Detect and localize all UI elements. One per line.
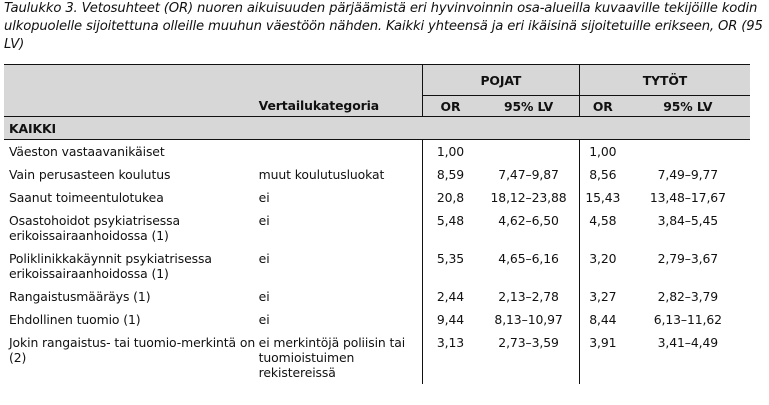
row-comparison: ei [258,190,270,205]
table-row [4,140,750,164]
row-girls-ci: 3,41–4,49 [657,335,719,350]
row-boys-or: 20,8 [422,186,478,209]
table-body [4,140,750,385]
row-boys-ci: 2,13–2,78 [498,289,559,304]
row-comparison: ei [258,289,270,304]
row-boys-ci: 7,47–9,87 [498,167,559,182]
row-girls-or: 8,44 [579,308,625,331]
header-girls-or: OR [579,96,625,117]
row-boys-or: 5,35 [422,247,478,285]
row-comparison: ei [258,251,270,266]
row-boys-ci [478,140,579,164]
table-row [4,285,750,308]
row-girls-ci [626,140,750,164]
row-girls-or: 3,91 [579,331,625,384]
header-comparison: Vertailukategoria [258,98,380,114]
row-girls-or: 15,43 [579,186,625,209]
row-boys-ci: 2,73–3,59 [498,335,559,350]
table-row [4,209,750,247]
header-boys: POJAT [422,65,579,96]
row-comparison: muut koulutusluokat [258,167,385,182]
row-girls-or: 4,58 [579,209,625,247]
row-label: Jokin rangaistus- tai tuomio-merkintä on (2) [9,335,256,365]
row-comparison [259,140,423,164]
header-blank [4,65,259,96]
row-girls-or: 3,27 [579,285,625,308]
row-boys-ci: 4,65–6,16 [498,251,559,266]
row-label: Väeston vastaavanikäiset [9,144,165,159]
row-comparison: ei [258,213,270,228]
row-girls-ci: 3,84–5,45 [657,213,719,228]
row-label: Vain perusasteen koulutus [9,167,171,182]
row-label: Osastohoidot psykiatrisessa erikoissairaanhoidossa (1) [9,213,180,243]
row-girls-ci: 2,79–3,67 [657,251,719,266]
row-girls-ci: 7,49–9,77 [657,167,719,182]
table-caption: Taulukko 3. Vetosuhteet (OR) nuoren aikuisuuden pärjäämistä eri hyvinvoinnin osa-alueilla kuvaaville tekijöille kodin ulkopuolelle sijoitettuna olleille muuhun väestöön nähden. Kaikki yhteensä ja eri ikäisinä sijoitetuille erikseen, OR (95 LV) [4,1,763,52]
section-label: KAIKKI [4,117,259,140]
row-girls-or: 1,00 [579,140,625,164]
table-row [4,186,750,209]
header-sub-row [4,96,750,117]
row-boys-ci: 8,13–10,97 [494,312,563,327]
row-label: Saanut toimeentulotukea [9,190,164,205]
row-boys-ci: 4,62–6,50 [498,213,559,228]
row-girls-or: 8,56 [579,163,625,186]
row-boys-or: 5,48 [422,209,478,247]
table-row [4,308,750,331]
row-boys-or: 3,13 [422,331,478,384]
row-label: Ehdollinen tuomio (1) [9,312,141,327]
header-blank-2 [259,65,423,96]
header-girls-ci: 95% LV [663,98,713,114]
table-row [4,247,750,285]
section-row [4,117,750,140]
odds-ratio-table [4,64,750,384]
row-label: Rangaistusmääräys (1) [9,289,151,304]
table-row [4,163,750,186]
row-boys-or: 2,44 [422,285,478,308]
header-girls: TYTÖT [579,65,750,96]
row-boys-ci: 18,12–23,88 [490,190,567,205]
row-boys-or: 1,00 [422,140,478,164]
header-boys-or: OR [422,96,478,117]
row-boys-or: 9,44 [422,308,478,331]
table-row [4,331,750,384]
header-boys-ci: 95% LV [503,98,554,114]
row-label: Poliklinikkakäynnit psykiatrisessa erikoissairaanhoidossa (1) [9,251,212,281]
header-group-row [4,65,750,96]
row-comparison: ei [258,312,270,327]
row-girls-ci: 6,13–11,62 [653,312,722,327]
row-girls-or: 3,20 [579,247,625,285]
row-comparison: ei merkintöjä poliisin tai tuomioistuimen rekistereissä [258,335,406,380]
row-girls-ci: 13,48–17,67 [649,190,726,205]
row-girls-ci: 2,82–3,79 [657,289,719,304]
row-boys-or: 8,59 [422,163,478,186]
